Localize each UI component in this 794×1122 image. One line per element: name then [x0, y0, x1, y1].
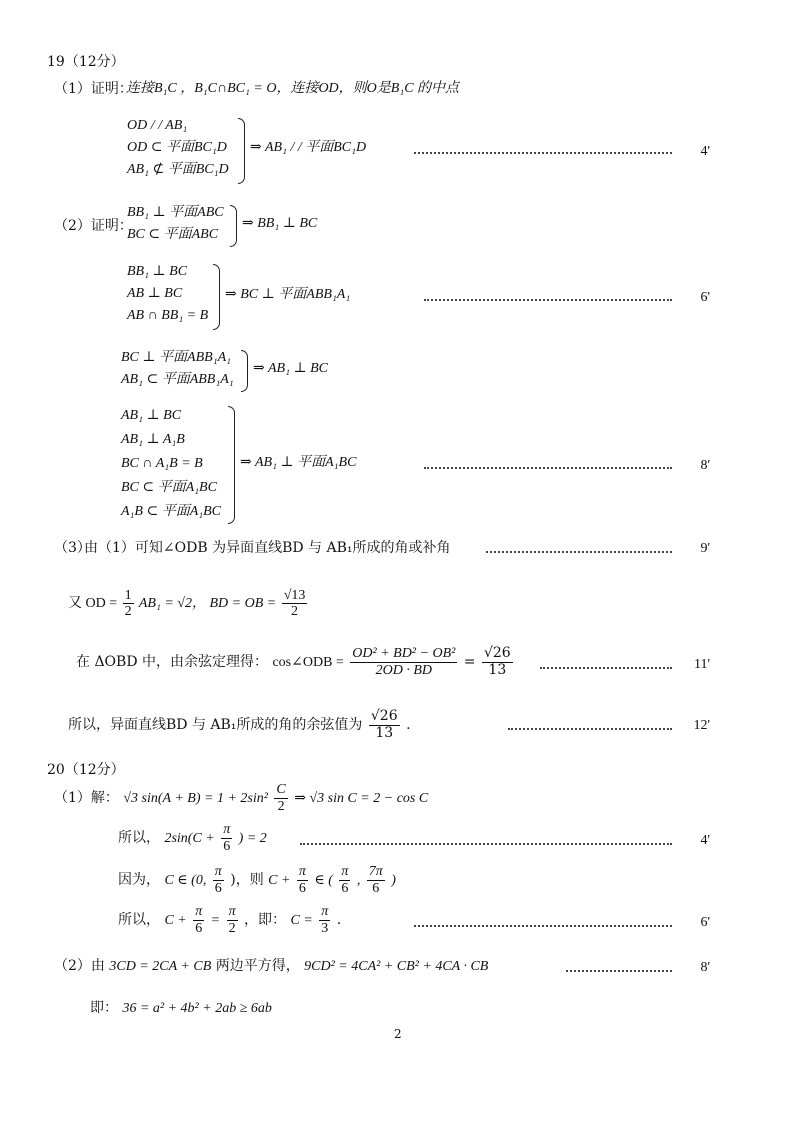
q19-p2-group3-result: ⇒ AB₁ ⊥ BC [253, 361, 329, 376]
condition-line: BC ⊥ 平面ABB₁A₁ [121, 350, 231, 365]
seven-pi-six-fraction: $\frac{7\pi}{6}$ [368, 864, 383, 896]
right-brace [228, 406, 235, 524]
q19-p3-line1: 由（1）可知∠ODB 为异面直线BD 与 AB₁所成的角或补角 [84, 540, 451, 556]
condition-line: BC ∩ A₁B = B [121, 456, 203, 471]
condition-line: BB₁ ⊥ 平面ABC [127, 205, 224, 220]
pi-six-fraction: $\frac{\pi}{6}$ [223, 822, 231, 854]
score-leader-dots [424, 299, 672, 301]
condition-line: AB₁ ⊥ A₁B [121, 432, 185, 447]
right-brace [213, 264, 220, 330]
q19-p2-group2-result: ⇒ BC ⊥ 平面ABB₁A₁ [225, 287, 351, 302]
vector-equation: 3CD = 2CA + CB [109, 959, 212, 974]
q19-p2-group3 [121, 347, 234, 391]
pi-six-fraction: $\frac{\pi}{6}$ [341, 864, 349, 896]
line2-prefix: 又 OD = [68, 596, 118, 611]
pi-six-fraction: $\frac{\pi}{6}$ [214, 864, 222, 896]
condition-line: AB₁ ⊂ 平面ABB₁A₁ [121, 372, 234, 387]
score-mark: 4' [700, 144, 710, 159]
answer-fraction: $\frac{√26}{13}$ [370, 708, 398, 741]
score-mark: 12' [693, 718, 710, 733]
q20-p1-line3: 因为， C ∈ (0, $\frac{\pi}{6}$ )，则 C + $\frac{\pi}{6}$ ∈ ( $\frac{\pi}{6}$ , $\frac{7\pi}{6}$ ) [118, 864, 396, 896]
half-fraction: $\frac{1}{2}$ [124, 587, 132, 620]
q19-p2-group1-result: ⇒ BB₁ ⊥ BC [242, 216, 318, 231]
pi-three-fraction: $\frac{\pi}{3}$ [321, 904, 329, 936]
pi-six-fraction: $\frac{\pi}{6}$ [298, 864, 306, 896]
cosine-fraction: $\frac{\text{OD² + BD² − OB²}}{2OD \cdot BD}$ [352, 646, 456, 678]
q19-p3-label: （3） [54, 540, 91, 556]
score-leader-dots [424, 467, 672, 469]
q19-p2-group1 [127, 202, 224, 246]
condition-line: BC ⊂ 平面ABC [127, 227, 219, 242]
q20-header: 20（12分） [47, 762, 125, 778]
q20-p1-line4: 所以， C + $\frac{\pi}{6}$ = $\frac{\pi}{2}$ ，即： C = $\frac{\pi}{3}$ . [118, 904, 342, 936]
condition-line: BC ⊂ 平面A₁BC [121, 480, 217, 495]
q19-header: 19（12分） [47, 54, 125, 70]
q19-p1-label: （1）证明： [54, 81, 133, 97]
right-brace [230, 205, 237, 247]
q19-p2-group4 [121, 404, 221, 524]
result-fraction: $\frac{√26}{13}$ [483, 645, 511, 678]
condition-line: AB₁ ⊄ 平面BC₁D [127, 162, 229, 177]
q19-p2-label: （2）证明： [54, 218, 133, 234]
q19-p1-conditions [127, 115, 229, 181]
score-leader-dots [414, 925, 672, 927]
q20-p1-line1: （1）解： √3 sin(A + B) = 1 + 2sin² $\frac{C}{2}$ ⇒ √3 sin C = 2 − cos C [54, 782, 429, 814]
page-number: 2 [394, 1027, 402, 1041]
score-mark: 4' [700, 833, 710, 848]
right-brace [238, 118, 245, 184]
q19-p2-group4-result: ⇒ AB₁ ⊥ 平面A₁BC [240, 455, 357, 470]
condition-line: OD / / AB₁ [127, 118, 188, 133]
pi-two-fraction: $\frac{\pi}{2}$ [228, 904, 236, 936]
score-leader-dots [414, 152, 672, 154]
score-mark: 6' [700, 915, 710, 930]
q19-p3-line2: 又 OD = $\frac{1}{2}$ AB₁ = √2， BD = OB = $\frac{√13}{2}$ [68, 587, 306, 620]
condition-line: A₁B ⊂ 平面A₁BC [121, 504, 222, 519]
score-mark: 6' [700, 290, 710, 305]
score-mark: 8' [700, 458, 710, 473]
q20-p1-line2: 所以， 2sin(C + $\frac{\pi}{6}$ ) = 2 [118, 822, 267, 854]
score-mark: 8' [700, 960, 710, 975]
q20-p2-line2: 即： 36 = a² + 4b² + 2ab ≥ 6ab [90, 1000, 272, 1016]
q19-p1-result: ⇒ AB₁ / / 平面BC₁D [250, 140, 367, 155]
condition-line: OD ⊂ 平面BC₁D [127, 140, 227, 155]
condition-line: BB₁ ⊥ BC [127, 264, 188, 279]
q20-p1-label: （1）解： [54, 790, 119, 806]
half-c-fraction: $\frac{C}{2}$ [276, 782, 286, 814]
q20-p2-line1: （2）由 3CD = 2CA + CB 两边平方得， 9CD² = 4CA² + CB² + 4CA · CB [54, 958, 489, 974]
q19-p2-group2 [127, 261, 208, 327]
condition-line: AB ⊥ BC [127, 286, 183, 301]
squared-vector-equation: 9CD² = 4CA² + CB² + 4CA · CB [304, 959, 489, 974]
condition-line: AB ∩ BB₁ = B [127, 308, 209, 323]
q19-p3-line3: 在 ΔOBD 中，由余弦定理得： cos∠ODB = $\frac{\text{OD² + BD² − OB²}}{2OD \cdot BD}$ = $\frac{√26}{13}$ [76, 645, 511, 678]
q19-p3-line4: 所以，异面直线BD 与 AB₁所成的角的余弦值为 $\frac{√26}{13}$ . [68, 708, 411, 741]
score-leader-dots [566, 970, 672, 972]
q19-p1-intro: 连接B₁C ，B₁C∩BC₁ = O，连接OD，则O是B₁C 的中点 [126, 81, 460, 96]
right-brace [241, 350, 248, 392]
condition-line: AB₁ ⊥ BC [121, 408, 182, 423]
pi-six-fraction: $\frac{\pi}{6}$ [195, 904, 203, 936]
score-leader-dots [508, 728, 672, 730]
score-mark: 9' [700, 541, 710, 556]
score-leader-dots [540, 667, 672, 669]
bd-fraction: $\frac{√13}{2}$ [283, 587, 306, 620]
score-leader-dots [486, 551, 672, 553]
score-leader-dots [300, 843, 672, 845]
score-mark: 11' [693, 657, 710, 672]
